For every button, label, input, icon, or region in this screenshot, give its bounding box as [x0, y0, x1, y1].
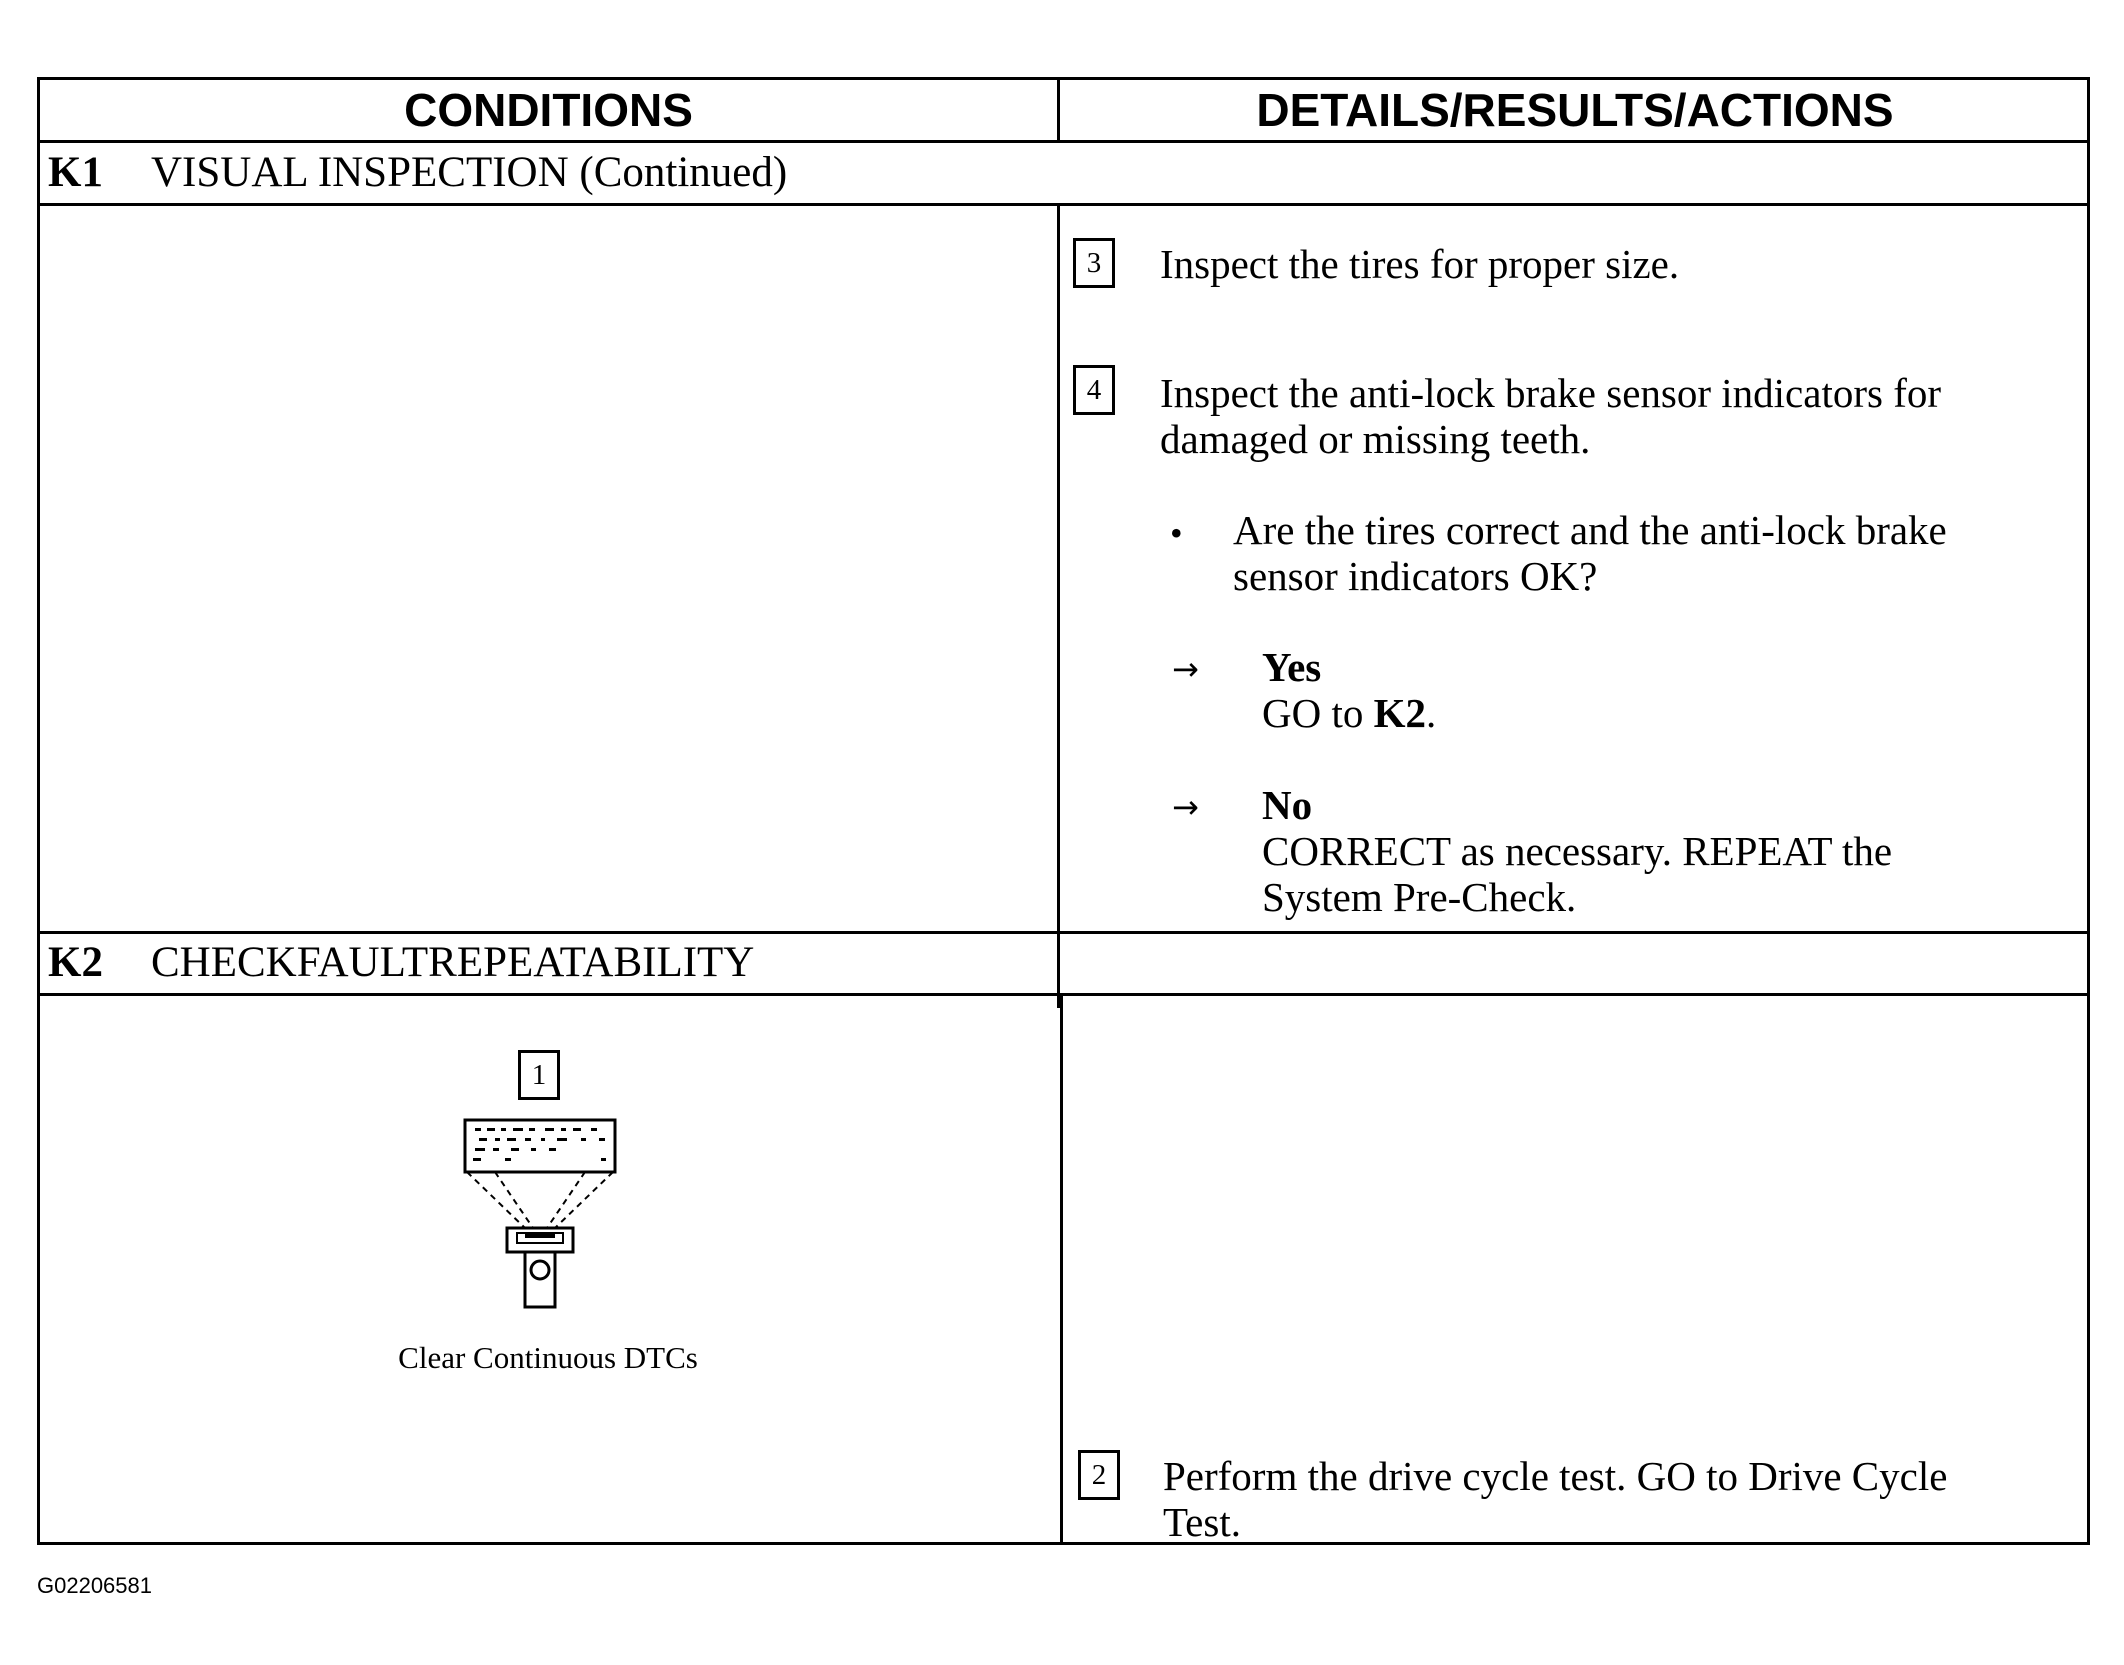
details-header: DETAILS/RESULTS/ACTIONS — [1256, 84, 1894, 136]
step-4-line-2: damaged or missing teeth. — [1160, 416, 1591, 462]
k2-title: CHECKFAULTREPEATABILITY — [151, 939, 755, 986]
k2-id: K2 — [48, 939, 103, 986]
k2-title-divider — [40, 993, 2087, 996]
step-2-text — [1163, 1453, 1947, 1545]
k2-column-divider — [1060, 993, 1063, 1545]
question-line-1: Are the tires correct and the anti-lock brake — [1233, 507, 1947, 553]
yes-prefix: GO to — [1262, 690, 1364, 736]
figure-id: G02206581 — [37, 1573, 152, 1598]
diagnostic-table — [37, 77, 2090, 1545]
step-2-line-2: Test. — [1163, 1499, 1241, 1545]
step-4-line-1: Inspect the anti-lock brake sensor indicators for — [1160, 370, 1942, 416]
yes-label: Yes — [1262, 644, 1322, 690]
k2-section-title — [48, 933, 754, 993]
conditions-header: CONDITIONS — [404, 84, 693, 136]
right-arrow-icon: → — [1172, 788, 1199, 826]
k1-column-divider — [1057, 203, 1060, 1008]
k1-title: VISUAL INSPECTION (Continued) — [151, 149, 788, 196]
yes-branch — [1262, 644, 1436, 736]
step-1-box: 1 — [518, 1050, 560, 1100]
question-text — [1233, 507, 1947, 599]
k1-section-title — [48, 143, 787, 203]
step-3-text: Inspect the tires for proper size. — [1160, 241, 1680, 287]
step-4-box: 4 — [1073, 365, 1115, 415]
no-branch — [1262, 782, 1892, 920]
step-4-text — [1160, 370, 1941, 462]
header-column-divider — [1057, 80, 1060, 140]
step-2-line-1: Perform the drive cycle test. GO to Drive Cycle — [1163, 1453, 1948, 1499]
yes-action — [1262, 690, 1436, 736]
no-action-line-1: CORRECT as necessary. REPEAT the — [1262, 828, 1893, 874]
right-arrow-icon: → — [1172, 650, 1199, 688]
no-action-line-2: System Pre-Check. — [1262, 874, 1577, 920]
question-line-2: sensor indicators OK? — [1233, 553, 1598, 599]
k1-title-divider — [40, 203, 2087, 206]
step-3-box: 3 — [1073, 238, 1115, 288]
bullet-icon: • — [1170, 513, 1183, 553]
k1-id: K1 — [48, 149, 103, 196]
scan-tool-icon — [445, 1110, 635, 1310]
yes-target: K2 — [1373, 690, 1427, 736]
yes-suffix: . — [1426, 690, 1437, 736]
figure-caption: Clear Continuous DTCs — [398, 1340, 698, 1375]
no-label: No — [1262, 782, 1313, 828]
step-2-box: 2 — [1078, 1450, 1120, 1500]
